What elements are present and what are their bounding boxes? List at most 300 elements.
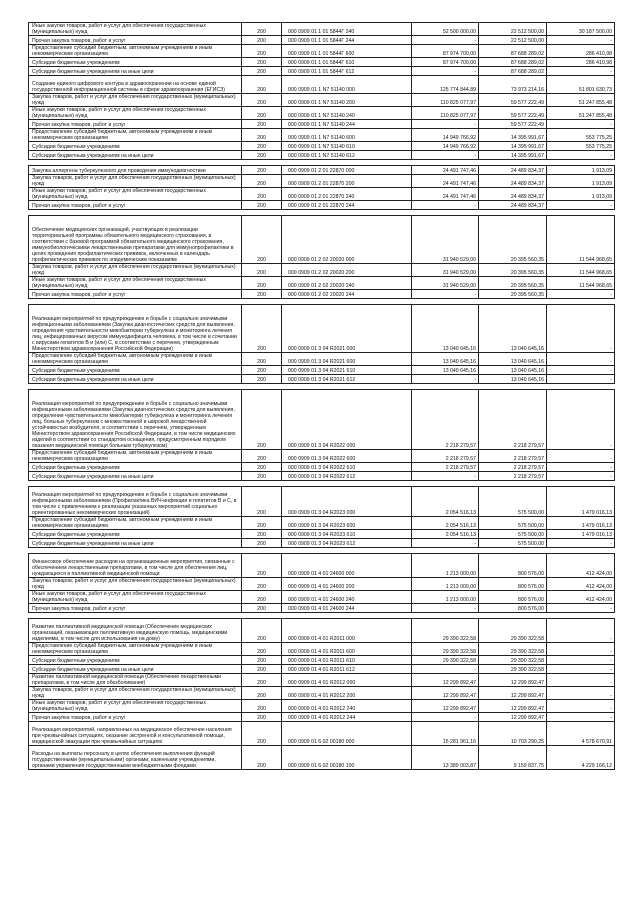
row-approved-amount: 12 299 892,47 — [412, 687, 479, 700]
row-approved-amount: 14 949 766,92 — [412, 142, 479, 151]
row-classification-code: 000 0909 01 1 N7 51140 610 — [282, 142, 412, 151]
row-approved-amount: 2 218 279,57 — [412, 450, 479, 463]
row-approved-amount: 2 054 516,13 — [412, 487, 479, 517]
row-classification-code: 000 0909 01 1 N7 51140 244 — [282, 120, 412, 129]
row-unexecuted-amount: - — [547, 604, 615, 613]
row-executed-amount: 29 390 322,58 — [479, 656, 547, 665]
row-unexecuted-amount: 412 424,00 — [547, 578, 615, 591]
row-classification-code: 000 0909 01 6 02 00180 000 — [282, 722, 412, 746]
row-description: Субсидии бюджетным учреждениям — [29, 58, 242, 67]
row-executed-amount: 20 395 560,35 — [479, 290, 547, 299]
row-executed-amount: 13 040 645,16 — [479, 375, 547, 384]
row-unexecuted-amount: 51 247 855,48 — [547, 94, 615, 107]
row-approved-amount: 12 299 892,47 — [412, 674, 479, 687]
row-description: Закупка товаров, работ и услуг для обеспечения государственных (муниципальных) нужд — [29, 578, 242, 591]
table-row — [29, 700, 615, 713]
row-classification-code: 000 0909 01 2 01 22870 244 — [282, 201, 412, 210]
row-executed-amount: 12 299 892,47 — [479, 700, 547, 713]
table-row — [29, 530, 615, 539]
row-description: Предоставление субсидий бюджетным, автономным учреждениям и иным некоммерческим организациям — [29, 353, 242, 366]
row-unexecuted-amount: - — [547, 201, 615, 210]
table-row — [29, 578, 615, 591]
row-line-code: 200 — [242, 700, 282, 713]
row-executed-amount: 29 390 322,58 — [479, 619, 547, 643]
row-description: Иные закупки товаров, работ и услуг для обеспечения государственных (муниципальных) нужд — [29, 591, 242, 604]
row-unexecuted-amount: - — [547, 700, 615, 713]
row-approved-amount: - — [412, 201, 479, 210]
row-classification-code: 000 0909 01 3 04 R2023 610 — [282, 530, 412, 539]
row-approved-amount: - — [412, 604, 479, 613]
row-unexecuted-amount: - — [547, 665, 615, 674]
table-row — [29, 539, 615, 548]
row-approved-amount: 12 299 892,47 — [412, 700, 479, 713]
row-approved-amount: 1 213 000,00 — [412, 578, 479, 591]
row-executed-amount: 22 512 500,00 — [479, 23, 547, 36]
row-approved-amount: 2 054 516,13 — [412, 517, 479, 530]
row-unexecuted-amount: 11 544 968,65 — [547, 277, 615, 290]
row-approved-amount: 87 974 700,00 — [412, 45, 479, 58]
row-classification-code: 000 0909 01 2 01 22870 240 — [282, 188, 412, 201]
row-unexecuted-amount: - — [547, 36, 615, 45]
row-line-code: 200 — [242, 277, 282, 290]
row-classification-code: 000 0909 01 2 02 20020 244 — [282, 290, 412, 299]
row-description: Субсидии бюджетным учреждениям — [29, 142, 242, 151]
row-executed-amount: 13 040 645,16 — [479, 353, 547, 366]
row-line-code: 200 — [242, 487, 282, 517]
row-executed-amount: 13 040 645,16 — [479, 366, 547, 375]
table-body — [29, 23, 615, 770]
row-unexecuted-amount: 51 801 630,73 — [547, 76, 615, 94]
row-classification-code: 000 0909 01 2 01 22870 200 — [282, 175, 412, 188]
table-row — [29, 36, 615, 45]
row-classification-code: 000 0909 01 3 04 R2022 610 — [282, 463, 412, 472]
row-executed-amount: 24 489 834,37 — [479, 201, 547, 210]
row-line-code: 200 — [242, 290, 282, 299]
row-description: Субсидии бюджетным учреждениям на иные цели — [29, 151, 242, 160]
table-row — [29, 151, 615, 160]
table-row — [29, 353, 615, 366]
row-unexecuted-amount: 11 544 968,65 — [547, 264, 615, 277]
row-description: Обеспечение медицинских организаций, участвующих в реализации территориальной программы обязательного медицинского страхования, в соответствии с базовой программой обязательного медицинского страхования, иммунобиологическими лекарственными препаратами для иммунопрофилактики в целях проведения профилактических прививок, включенных в календарь профилактических прививок по эпидемическим показаниям — [29, 216, 242, 264]
table-row — [29, 290, 615, 299]
row-unexecuted-amount: 286 410,98 — [547, 45, 615, 58]
row-line-code: 200 — [242, 517, 282, 530]
row-line-code: 200 — [242, 94, 282, 107]
row-executed-amount: 12 299 892,47 — [479, 674, 547, 687]
row-unexecuted-amount: 4 578 670,91 — [547, 722, 615, 746]
row-classification-code: 000 0909 01 3 04 R2023 600 — [282, 517, 412, 530]
row-executed-amount: 29 390 322,58 — [479, 665, 547, 674]
row-classification-code: 000 0909 01 1 N7 51140 200 — [282, 94, 412, 107]
row-line-code: 200 — [242, 151, 282, 160]
row-classification-code: 000 0909 01 1 01 5844Г 600 — [282, 45, 412, 58]
row-classification-code: 000 0909 01 1 N7 51140 000 — [282, 76, 412, 94]
row-unexecuted-amount: 4 229 166,12 — [547, 746, 615, 770]
row-description: Развитие паллиативной медицинской помощи (Обеспечение лекарственными препаратами, в том числе для обезболивания) — [29, 674, 242, 687]
row-approved-amount: - — [412, 151, 479, 160]
table-row — [29, 23, 615, 36]
row-executed-amount: 24 489 834,37 — [479, 166, 547, 175]
row-description: Прочая закупка товаров, работ и услуг — [29, 120, 242, 129]
table-row — [29, 591, 615, 604]
row-unexecuted-amount: - — [547, 120, 615, 129]
row-executed-amount: 10 703 290,25 — [479, 722, 547, 746]
row-line-code: 200 — [242, 604, 282, 613]
row-executed-amount: 73 973 214,16 — [479, 76, 547, 94]
row-description: Прочая закупка товаров, работ и услуг — [29, 201, 242, 210]
row-executed-amount: 20 395 560,35 — [479, 216, 547, 264]
row-classification-code: 000 0909 01 4 01 24600 244 — [282, 604, 412, 613]
row-classification-code: 000 0909 01 2 02 20020 240 — [282, 277, 412, 290]
row-line-code: 200 — [242, 264, 282, 277]
row-executed-amount: 800 576,00 — [479, 554, 547, 578]
row-description: Иные закупки товаров, работ и услуг для обеспечения государственных (муниципальных) нужд — [29, 23, 242, 36]
row-approved-amount: 13 040 645,16 — [412, 353, 479, 366]
row-approved-amount: 110 825 077,97 — [412, 94, 479, 107]
row-line-code: 200 — [242, 554, 282, 578]
row-executed-amount: 14 395 991,67 — [479, 151, 547, 160]
table-row — [29, 201, 615, 210]
row-executed-amount: 800 576,00 — [479, 604, 547, 613]
row-classification-code: 000 0909 01 3 04 R2023 000 — [282, 487, 412, 517]
row-line-code: 200 — [242, 76, 282, 94]
row-unexecuted-amount: - — [547, 450, 615, 463]
row-approved-amount: - — [412, 67, 479, 76]
row-executed-amount: 800 576,00 — [479, 578, 547, 591]
row-approved-amount: - — [412, 539, 479, 548]
row-approved-amount: - — [412, 290, 479, 299]
row-approved-amount: - — [412, 472, 479, 481]
row-line-code: 200 — [242, 591, 282, 604]
table-row — [29, 166, 615, 175]
row-unexecuted-amount: 1 913,09 — [547, 188, 615, 201]
table-row — [29, 487, 615, 517]
row-approved-amount: - — [412, 713, 479, 722]
table-row — [29, 76, 615, 94]
row-unexecuted-amount: 1 913,09 — [547, 175, 615, 188]
table-row — [29, 58, 615, 67]
table-row — [29, 656, 615, 665]
row-description: Закупка аллергена туберкулезного для проведения иммунодиагностики — [29, 166, 242, 175]
table-row — [29, 713, 615, 722]
row-executed-amount: 2 218 279,57 — [479, 450, 547, 463]
row-executed-amount: 575 500,00 — [479, 539, 547, 548]
row-unexecuted-amount: 553 775,25 — [547, 142, 615, 151]
row-executed-amount: 22 512 500,00 — [479, 36, 547, 45]
row-executed-amount: 12 299 892,47 — [479, 687, 547, 700]
table-row — [29, 643, 615, 656]
row-executed-amount: 2 218 279,57 — [479, 472, 547, 481]
row-description: Реализация мероприятий по предупреждению и борьбе с социально значимыми инфекционными заболеваниями (Профилактика ВИЧ-инфекции и гепатитов В и С, в том числе с привлечением к реализации указанных мероприятий социально ориентированных некоммерческих организаций) — [29, 487, 242, 517]
row-approved-amount: - — [412, 36, 479, 45]
row-approved-amount: - — [412, 120, 479, 129]
row-unexecuted-amount: 286 410,98 — [547, 58, 615, 67]
row-classification-code: 000 0909 01 4 01 R2012 240 — [282, 700, 412, 713]
row-unexecuted-amount: - — [547, 305, 615, 353]
row-line-code: 200 — [242, 366, 282, 375]
row-description: Закупка товаров, работ и услуг для обеспечения государственных (муниципальных) нужд — [29, 264, 242, 277]
row-description: Реализация мероприятий, направленных на медицинское обеспечение населения при чрезвычайных ситуациях, оказание экстренной и консультативной помощи, медицинской эвакуации при чрезвычайных ситуациях — [29, 722, 242, 746]
row-approved-amount: 13 040 645,16 — [412, 366, 479, 375]
row-classification-code: 000 0909 01 1 N7 51140 612 — [282, 151, 412, 160]
row-approved-amount: 2 218 279,57 — [412, 390, 479, 450]
row-description: Иные закупки товаров, работ и услуг для обеспечения государственных (муниципальных) нужд — [29, 700, 242, 713]
row-description: Развитие паллиативной медицинской помощи (Обеспечение медицинских организаций, оказывающих паллиативную медицинскую помощь, медицинскими изделиями, в том числе для использования на дому) — [29, 619, 242, 643]
row-classification-code: 000 0909 01 3 04 R2021 610 — [282, 366, 412, 375]
row-approved-amount: 110 825 077,97 — [412, 107, 479, 120]
row-unexecuted-amount: - — [547, 539, 615, 548]
row-unexecuted-amount: 30 187 500,00 — [547, 23, 615, 36]
row-line-code: 200 — [242, 166, 282, 175]
row-executed-amount: 2 218 279,57 — [479, 390, 547, 450]
table-row — [29, 120, 615, 129]
row-approved-amount: 29 390 322,58 — [412, 619, 479, 643]
row-description: Предоставление субсидий бюджетным, автономным учреждениям и иным некоммерческим организациям — [29, 129, 242, 142]
row-approved-amount: 15 281 961,16 — [412, 722, 479, 746]
row-unexecuted-amount: 1 479 016,13 — [547, 530, 615, 539]
row-line-code: 200 — [242, 129, 282, 142]
row-unexecuted-amount: 412 424,00 — [547, 554, 615, 578]
row-approved-amount: 1 213 000,00 — [412, 591, 479, 604]
row-description: Реализация мероприятий по предупреждению и борьбе с социально значимыми инфекционными заболеваниями (Закупка диагностических средств для выявления, определения чувствительности микобактерии туберкулеза и мониторинга лечения лиц, инфицированных вирусом иммунодефицита человека, в том числе в сочетании с вирусами гепатитов В и (или) С, в соответствии с перечнем, утвержденным Министерством здравоохранения Российской Федерации) — [29, 305, 242, 353]
row-classification-code: 000 0909 01 4 01 R2011 612 — [282, 665, 412, 674]
row-line-code: 200 — [242, 120, 282, 129]
row-approved-amount: 31 940 529,00 — [412, 216, 479, 264]
row-line-code: 200 — [242, 450, 282, 463]
row-description: Субсидии бюджетным учреждениям на иные цели — [29, 472, 242, 481]
row-executed-amount: 14 395 991,67 — [479, 129, 547, 142]
table-row — [29, 175, 615, 188]
row-description: Субсидии бюджетным учреждениям на иные цели — [29, 539, 242, 548]
row-executed-amount: 24 489 834,37 — [479, 175, 547, 188]
row-approved-amount: 29 390 322,58 — [412, 643, 479, 656]
row-executed-amount: 59 577 222,49 — [479, 94, 547, 107]
row-line-code: 200 — [242, 67, 282, 76]
row-line-code: 200 — [242, 175, 282, 188]
row-executed-amount: 2 218 279,57 — [479, 463, 547, 472]
row-line-code: 200 — [242, 58, 282, 67]
row-line-code: 200 — [242, 656, 282, 665]
table-row — [29, 107, 615, 120]
row-unexecuted-amount: 1 479 016,13 — [547, 517, 615, 530]
row-classification-code: 000 0909 01 4 01 24600 200 — [282, 578, 412, 591]
row-unexecuted-amount: 412 424,00 — [547, 591, 615, 604]
row-line-code: 200 — [242, 643, 282, 656]
row-line-code: 200 — [242, 539, 282, 548]
row-description: Расходы на выплаты персоналу в целях обеспечения выполнения функций государственными (муниципальными) органами, казенными учреждениями, органами управления государственными внебюджетными фондами — [29, 746, 242, 770]
row-approved-amount: 13 040 645,16 — [412, 305, 479, 353]
table-row — [29, 665, 615, 674]
row-description: Финансовое обеспечение расходов на организационные мероприятия, связанные с обеспечением лекарственными препаратами, в том числе для обеспечения лиц, нуждающихся в паллиативной медицинской помощи — [29, 554, 242, 578]
row-classification-code: 000 0909 01 3 04 R2021 612 — [282, 375, 412, 384]
row-description: Прочая закупка товаров, работ и услуг — [29, 713, 242, 722]
row-description: Закупка товаров, работ и услуг для обеспечения государственных (муниципальных) нужд — [29, 687, 242, 700]
table-row — [29, 366, 615, 375]
row-line-code: 200 — [242, 188, 282, 201]
table-row — [29, 188, 615, 201]
row-classification-code: 000 0909 01 3 04 R2021 600 — [282, 353, 412, 366]
row-unexecuted-amount: - — [547, 353, 615, 366]
row-executed-amount: 20 395 560,35 — [479, 264, 547, 277]
row-line-code: 200 — [242, 674, 282, 687]
row-description: Субсидии бюджетным учреждениям — [29, 656, 242, 665]
row-line-code: 200 — [242, 619, 282, 643]
row-classification-code: 000 0909 01 6 02 00180 100 — [282, 746, 412, 770]
row-approved-amount: 52 500 000,00 — [412, 23, 479, 36]
row-unexecuted-amount: 553 775,25 — [547, 129, 615, 142]
row-description: Иные закупки товаров, работ и услуг для обеспечения государственных (муниципальных) нужд — [29, 188, 242, 201]
row-classification-code: 000 0909 01 3 04 R2021 000 — [282, 305, 412, 353]
row-description: Закупка товаров, работ и услуг для обеспечения государственных (муниципальных) нужд — [29, 175, 242, 188]
row-unexecuted-amount: - — [547, 290, 615, 299]
row-line-code: 200 — [242, 201, 282, 210]
row-line-code: 200 — [242, 353, 282, 366]
table-row — [29, 604, 615, 613]
row-unexecuted-amount: - — [547, 375, 615, 384]
row-approved-amount: 31 940 529,00 — [412, 264, 479, 277]
row-description: Реализация мероприятий по предупреждению и борьбе с социально значимыми инфекционными заболеваниями (Закупка диагностических средств для выявления, определения чувствительности микобактерии туберкулеза и мониторинга лечения лиц, больных туберкулезом с множественной и широкой лекарственной устойчивостью возбудителя, в соответствии с перечнем, утвержденным Министерством здравоохранения Российской Федерации, в том числе медицинских изделий в соответствии со стандартом оснащения, предусмотренным порядком оказания медицинской помощи больным туберкулезом) — [29, 390, 242, 450]
row-description: Иные закупки товаров, работ и услуг для обеспечения государственных (муниципальных) нужд — [29, 107, 242, 120]
row-line-code: 200 — [242, 746, 282, 770]
table-row — [29, 129, 615, 142]
row-description: Прочая закупка товаров, работ и услуг — [29, 36, 242, 45]
row-unexecuted-amount: 1 479 016,13 — [547, 487, 615, 517]
row-description: Субсидии бюджетным учреждениям на иные цели — [29, 375, 242, 384]
row-unexecuted-amount: - — [547, 463, 615, 472]
row-description: Предоставление субсидий бюджетным, автономным учреждениям и иным некоммерческим организациям — [29, 450, 242, 463]
row-executed-amount: 13 040 645,16 — [479, 305, 547, 353]
row-executed-amount: 87 688 289,02 — [479, 45, 547, 58]
row-line-code: 200 — [242, 36, 282, 45]
row-description: Субсидии бюджетным учреждениям на иные цели — [29, 665, 242, 674]
row-approved-amount: 24 491 747,46 — [412, 166, 479, 175]
row-description: Субсидии бюджетным учреждениям на иные цели — [29, 67, 242, 76]
row-unexecuted-amount: 11 544 968,65 — [547, 216, 615, 264]
row-approved-amount: 29 390 322,58 — [412, 656, 479, 665]
row-line-code: 200 — [242, 530, 282, 539]
table-row — [29, 142, 615, 151]
row-classification-code: 000 0909 01 2 01 22870 000 — [282, 166, 412, 175]
row-classification-code: 000 0909 01 4 01 R2012 244 — [282, 713, 412, 722]
row-line-code: 200 — [242, 687, 282, 700]
table-row — [29, 45, 615, 58]
row-description: Прочая закупка товаров, работ и услуг — [29, 604, 242, 613]
row-unexecuted-amount: - — [547, 151, 615, 160]
row-executed-amount: 87 688 289,02 — [479, 67, 547, 76]
table-row — [29, 375, 615, 384]
table-row — [29, 554, 615, 578]
row-line-code: 200 — [242, 142, 282, 151]
table-row — [29, 305, 615, 353]
row-line-code: 200 — [242, 305, 282, 353]
table-row — [29, 722, 615, 746]
row-line-code: 200 — [242, 375, 282, 384]
row-unexecuted-amount: - — [547, 713, 615, 722]
row-executed-amount: 14 395 991,67 — [479, 142, 547, 151]
row-description: Предоставление субсидий бюджетным, автономным учреждениям и иным некоммерческим организациям — [29, 643, 242, 656]
row-unexecuted-amount: - — [547, 390, 615, 450]
row-approved-amount: 14 949 766,92 — [412, 129, 479, 142]
row-description: Предоставление субсидий бюджетным, автономным учреждениям и иным некоммерческим организациям — [29, 45, 242, 58]
row-approved-amount: 1 213 000,00 — [412, 554, 479, 578]
row-unexecuted-amount: - — [547, 674, 615, 687]
table-row — [29, 746, 615, 770]
row-executed-amount: 575 500,00 — [479, 530, 547, 539]
row-executed-amount: 59 577 222,49 — [479, 120, 547, 129]
row-unexecuted-amount: 1 913,09 — [547, 166, 615, 175]
row-description: Субсидии бюджетным учреждениям — [29, 366, 242, 375]
row-classification-code: 000 0909 01 4 01 R2012 000 — [282, 674, 412, 687]
row-classification-code: 000 0909 01 1 01 5844Г 244 — [282, 36, 412, 45]
row-approved-amount: 87 974 700,00 — [412, 58, 479, 67]
row-classification-code: 000 0909 01 4 01 R2012 200 — [282, 687, 412, 700]
table-row — [29, 674, 615, 687]
row-unexecuted-amount: 51 247 855,48 — [547, 107, 615, 120]
table-row — [29, 472, 615, 481]
row-classification-code: 000 0909 01 1 N7 51140 600 — [282, 129, 412, 142]
row-description: Закупка товаров, работ и услуг для обеспечения государственных (муниципальных) нужд — [29, 94, 242, 107]
row-approved-amount: 2 218 279,57 — [412, 463, 479, 472]
row-executed-amount: 24 489 834,37 — [479, 188, 547, 201]
row-approved-amount: 31 940 529,00 — [412, 277, 479, 290]
row-classification-code: 000 0909 01 4 01 R2011 000 — [282, 619, 412, 643]
row-unexecuted-amount: - — [547, 643, 615, 656]
row-line-code: 200 — [242, 463, 282, 472]
row-line-code: 200 — [242, 23, 282, 36]
row-classification-code: 000 0909 01 2 02 20020 200 — [282, 264, 412, 277]
row-classification-code: 000 0909 01 2 02 20020 000 — [282, 216, 412, 264]
table-row — [29, 390, 615, 450]
row-unexecuted-amount: - — [547, 619, 615, 643]
row-classification-code: 000 0909 01 3 04 R2023 612 — [282, 539, 412, 548]
row-description: Субсидии бюджетным учреждениям — [29, 463, 242, 472]
row-unexecuted-amount: - — [547, 472, 615, 481]
row-unexecuted-amount: - — [547, 687, 615, 700]
row-description: Субсидии бюджетным учреждениям — [29, 530, 242, 539]
row-classification-code: 000 0909 01 1 01 5844Г 240 — [282, 23, 412, 36]
table-row — [29, 67, 615, 76]
row-unexecuted-amount: - — [547, 656, 615, 665]
row-line-code: 200 — [242, 665, 282, 674]
row-approved-amount: 2 054 516,13 — [412, 530, 479, 539]
row-classification-code: 000 0909 01 4 01 R2011 600 — [282, 643, 412, 656]
row-line-code: 200 — [242, 45, 282, 58]
row-unexecuted-amount: - — [547, 67, 615, 76]
row-line-code: 200 — [242, 390, 282, 450]
row-approved-amount: 24 491 747,46 — [412, 175, 479, 188]
row-classification-code: 000 0909 01 1 01 5844Г 610 — [282, 58, 412, 67]
row-approved-amount: - — [412, 375, 479, 384]
row-executed-amount: 87 688 289,02 — [479, 58, 547, 67]
row-approved-amount: - — [412, 665, 479, 674]
table-row — [29, 264, 615, 277]
row-line-code: 200 — [242, 722, 282, 746]
row-line-code: 200 — [242, 713, 282, 722]
row-executed-amount: 9 159 837,75 — [479, 746, 547, 770]
table-row — [29, 463, 615, 472]
row-line-code: 200 — [242, 216, 282, 264]
row-executed-amount: 59 577 222,49 — [479, 107, 547, 120]
row-description: Создание единого цифрового контура в здравоохранении на основе единой государственной информационной системы в сфере здравоохранения (ЕГИСЗ) — [29, 76, 242, 94]
row-unexecuted-amount: - — [547, 366, 615, 375]
budget-execution-table — [28, 22, 615, 770]
row-approved-amount: 13 389 003,87 — [412, 746, 479, 770]
row-description: Предоставление субсидий бюджетным, автономным учреждениям и иным некоммерческим организациям — [29, 517, 242, 530]
table-row — [29, 94, 615, 107]
row-executed-amount: 800 576,00 — [479, 591, 547, 604]
table-row — [29, 687, 615, 700]
row-approved-amount: 24 491 747,46 — [412, 188, 479, 201]
